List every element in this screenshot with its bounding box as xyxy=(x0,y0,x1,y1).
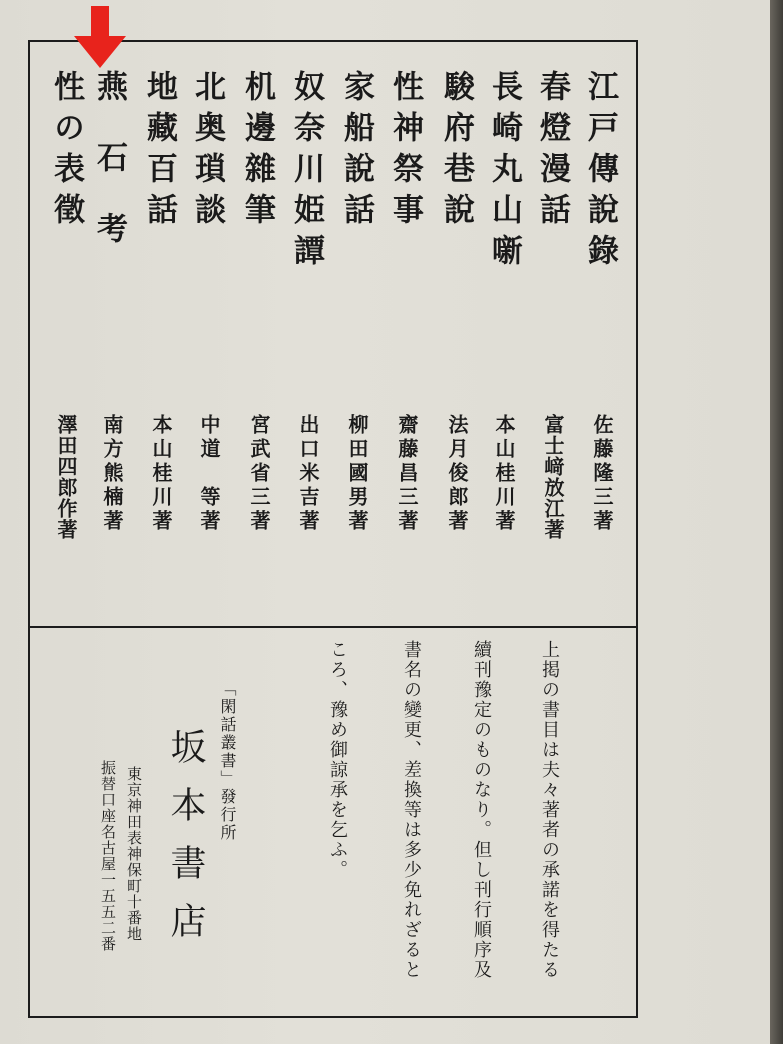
book-author: 宮武省三著 xyxy=(247,414,271,534)
page-edge-shadow xyxy=(770,0,783,1044)
book-author: 齋藤昌三著 xyxy=(395,414,419,534)
book-title: 家船說話 xyxy=(338,70,374,234)
publisher-account: 振替口座名古屋一五五二番 xyxy=(99,760,117,952)
book-title: 地藏百話 xyxy=(141,70,177,234)
book-title-highlighted: 燕石考 xyxy=(91,70,127,283)
book-title: 性の表徵 xyxy=(48,70,84,234)
book-title: 性神祭事 xyxy=(387,70,423,234)
book-author: 柳田國男著 xyxy=(345,414,369,534)
notice-line: 續刊豫定のものなり。但し刊行順序及 xyxy=(471,640,492,980)
notice-line: 上掲の書目は夫々著者の承諾を得たる xyxy=(539,640,560,980)
book-author: 法月俊郎著 xyxy=(445,414,469,534)
book-title: 北奥瑣談 xyxy=(189,70,225,234)
book-author: 澤田四郎作著 xyxy=(54,414,78,540)
book-author: 本山桂川著 xyxy=(149,414,173,534)
book-author: 富士﨑放江著 xyxy=(541,414,565,540)
book-title: 春燈漫話 xyxy=(534,70,570,234)
publisher-name: 坂本書店 xyxy=(165,728,206,960)
book-author: 出口米吉著 xyxy=(296,414,320,534)
book-author: 本山桂川著 xyxy=(492,414,516,534)
book-title: 長崎丸山噺 xyxy=(486,70,522,275)
notice-line: ころ、豫め御諒承を乞ふ。 xyxy=(327,640,348,880)
red-arrow-down-icon xyxy=(74,6,126,68)
series-label: 「閑話叢書」發行所 xyxy=(218,680,237,842)
book-author: 中道 等著 xyxy=(197,414,221,534)
book-title: 机邊雜筆 xyxy=(239,70,275,234)
section-divider xyxy=(28,626,638,628)
book-title: 駿府巷說 xyxy=(438,70,474,234)
book-author: 佐藤隆三著 xyxy=(590,414,614,534)
book-title: 奴奈川姫譚 xyxy=(288,70,324,275)
notice-line: 書名の變更、差換等は多少免れざると xyxy=(401,640,422,980)
book-title: 江戸傳說錄 xyxy=(582,70,618,275)
book-author: 南方熊楠著 xyxy=(100,414,124,534)
publisher-address: 東京神田表神保町十番地 xyxy=(125,766,143,942)
